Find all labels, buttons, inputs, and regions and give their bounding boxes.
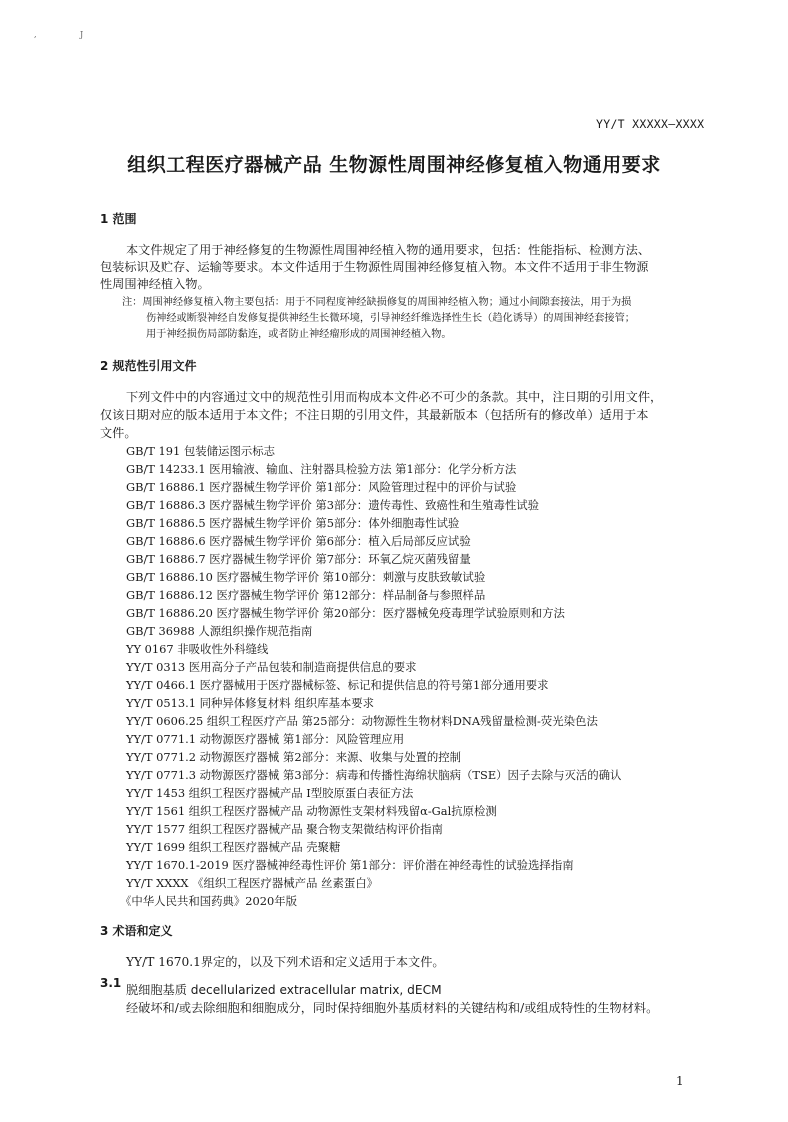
note-line: 用于神经损伤局部防黏连，或者防止神经瘤形成的周围神经植入物。	[146, 329, 452, 340]
section-heading: 1 范围	[100, 212, 137, 226]
paragraph-line: YY/T 1670.1界定的，以及下列术语和定义适用于本文件。	[126, 955, 445, 969]
page-number: 1	[676, 1074, 684, 1088]
reference-item: GB/T 16886.7 医疗器械生物学评价 第7部分：环氧乙烷灭菌残留量	[126, 552, 471, 566]
term-number: 3.1	[100, 976, 122, 990]
reference-item: GB/T 14233.1 医用输液、输血、注射器具检验方法 第1部分：化学分析方法	[126, 462, 517, 476]
reference-item: YY/T 0771.2 动物源医疗器械 第2部分：来源、收集与处置的控制	[126, 750, 462, 764]
reference-item: GB/T 16886.10 医疗器械生物学评价 第10部分：刺激与皮肤致敏试验	[126, 570, 486, 584]
reference-item: YY/T 0513.1 同种异体修复材料 组织库基本要求	[126, 696, 375, 710]
reference-item: YY/T 0606.25 组织工程医疗产品 第25部分：动物源性生物材料DNA残留量检测-荧光染色法	[126, 714, 598, 728]
reference-item: YY/T 1670.1-2019 医疗器械神经毒性评价 第1部分：评价潜在神经毒性的试验选择指南	[126, 858, 574, 872]
paragraph-line: 本文件规定了用于神经修复的生物源性周围神经植入物的通用要求，包括：性能指标、检测方法、	[126, 243, 651, 257]
paragraph-line: 仅该日期对应的版本适用于本文件；不注日期的引用文件，其最新版本（包括所有的修改单）适用于本	[100, 408, 649, 422]
reference-item: GB/T 16886.3 医疗器械生物学评价 第3部分：遗传毒性、致癌性和生殖毒性试验	[126, 498, 540, 512]
paragraph-line: 下列文件中的内容通过文中的规范性引用而构成本文件必不可少的条款。其中，注日期的引用文件，	[126, 390, 663, 404]
term-definition: 经破坏和/或去除细胞和细胞成分，同时保持细胞外基质材料的关键结构和/或组成特性的生物材料。	[126, 1001, 659, 1015]
reference-item: YY/T 0466.1 医疗器械用于医疗器械标签、标记和提供信息的符号第1部分通用要求	[126, 678, 549, 692]
reference-item: YY/T 0313 医用高分子产品包装和制造商提供信息的要求	[126, 660, 417, 674]
reference-item: YY/T 0771.3 动物源医疗器械 第3部分：病毒和传播性海绵状脑病（TSE）因子去除与灭活的确认	[126, 768, 622, 782]
reference-item: GB/T 16886.20 医疗器械生物学评价 第20部分：医疗器械免疫毒理学试验原则和方法	[126, 606, 565, 620]
document-title: 组织工程医疗器械产品 生物源性周围神经修复植入物通用要求	[127, 154, 661, 176]
reference-item: YY/T 1577 组织工程医疗器械产品 聚合物支架微结构评价指南	[126, 822, 443, 836]
reference-item: YY/T 1561 组织工程医疗器械产品 动物源性支架材料残留α-Gal抗原检测	[126, 804, 497, 818]
reference-item: YY/T 1699 组织工程医疗器械产品 壳聚糖	[126, 840, 341, 854]
reference-item: GB/T 16886.6 医疗器械生物学评价 第6部分：植入后局部反应试验	[126, 534, 471, 548]
reference-item: GB/T 16886.1 医疗器械生物学评价 第1部分：风险管理过程中的评价与试验	[126, 480, 517, 494]
section-heading: 2 规范性引用文件	[100, 359, 197, 373]
paragraph-line: 文件。	[100, 426, 137, 440]
section-heading: 3 术语和定义	[100, 924, 173, 938]
reference-item: GB/T 191 包装储运图示标志	[126, 444, 276, 458]
reference-item: YY/T XXXX 《组织工程医疗器械产品 丝素蛋白》	[126, 876, 379, 890]
standard-number: YY/T XXXXX—XXXX	[596, 117, 705, 131]
note-line: 注：周围神经修复植入物主要包括：用于不同程度神经缺损修复的周围神经植入物；通过小间隙套接法，用于为损	[122, 297, 632, 308]
scan-mark: ,	[34, 30, 37, 39]
reference-item: YY/T 1453 组织工程医疗器械产品 I型胶原蛋白表征方法	[126, 786, 414, 800]
reference-item: YY 0167 非吸收性外科缝线	[126, 642, 269, 656]
note-line: 伤神经或断裂神经自发修复提供神经生长微环境，引导神经纤维选择性生长（趋化诱导）的周围神经套接管；	[146, 313, 635, 324]
reference-item: GB/T 36988 人源组织操作规范指南	[126, 624, 313, 638]
scan-mark: J	[80, 30, 84, 39]
reference-item: 《中华人民共和国药典》2020年版	[120, 894, 298, 908]
reference-item: GB/T 16886.12 医疗器械生物学评价 第12部分：样品制备与参照样品	[126, 588, 486, 602]
paragraph-line: 包装标识及贮存、运输等要求。本文件适用于生物源性周围神经修复植入物。本文件不适用于非生物源	[100, 260, 649, 274]
paragraph-line: 性周围神经植入物。	[100, 277, 210, 291]
reference-item: YY/T 0771.1 动物源医疗器械 第1部分：风险管理应用	[126, 732, 405, 746]
term-line: 脱细胞基质 decellularized extracellular matrix, dECM	[126, 983, 442, 997]
reference-item: GB/T 16886.5 医疗器械生物学评价 第5部分：体外细胞毒性试验	[126, 516, 460, 530]
